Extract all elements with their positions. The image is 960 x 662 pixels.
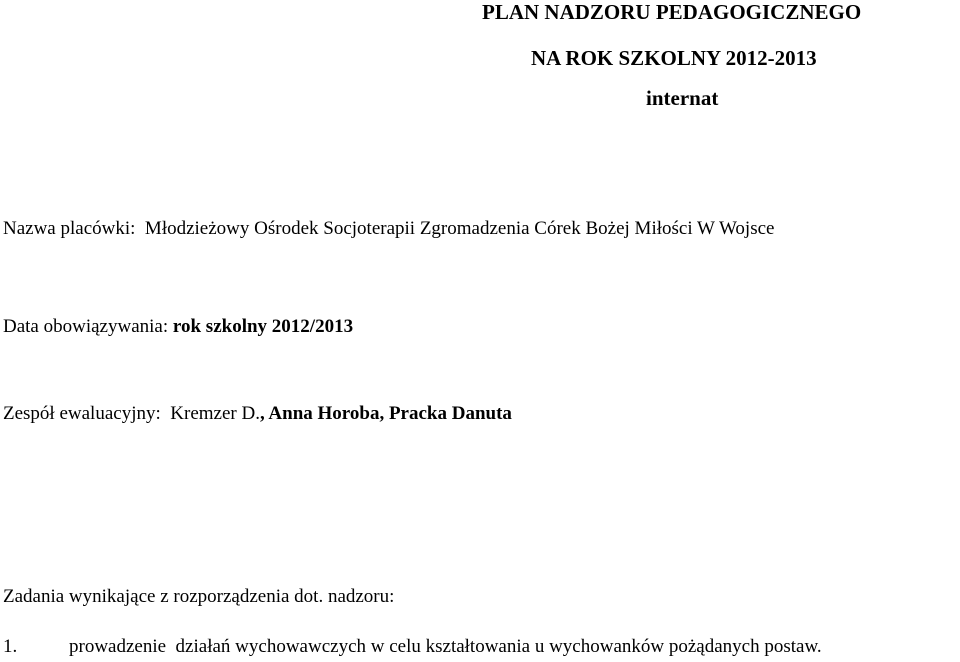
team-line xyxy=(3,404,512,423)
validity-line xyxy=(3,317,353,336)
task-item xyxy=(3,637,822,656)
team-member-first: Kremzer D. xyxy=(170,403,260,424)
plan-title: PLAN NADZORU PEDAGOGICZNEGO xyxy=(482,0,862,24)
facility-line xyxy=(3,219,774,238)
facility-name: Młodzieżowy Ośrodek Socjoterapii Zgromadzenia Córek Bożej Miłości W Wojsce xyxy=(144,218,775,239)
task-item-text: prowadzenie działań wychowawczych w celu kształtowania u wychowanków pożądanych postaw. xyxy=(69,636,822,657)
team-members-rest: , Anna Horoba, Pracka Danuta xyxy=(259,403,512,424)
validity-label: Data obowiązywania: xyxy=(3,316,169,337)
school-year-title: NA ROK SZKOLNY 2012-2013 xyxy=(531,46,817,70)
task-item-number: 1. xyxy=(3,636,18,657)
facility-label: Nazwa placówki: xyxy=(3,218,136,239)
tasks-heading: Zadania wynikające z rozporządzenia dot. nadzoru: xyxy=(3,586,395,607)
section-title: internat xyxy=(646,86,719,110)
team-label: Zespół ewaluacyjny: xyxy=(3,403,161,424)
validity-value: rok szkolny 2012/2013 xyxy=(172,316,354,337)
